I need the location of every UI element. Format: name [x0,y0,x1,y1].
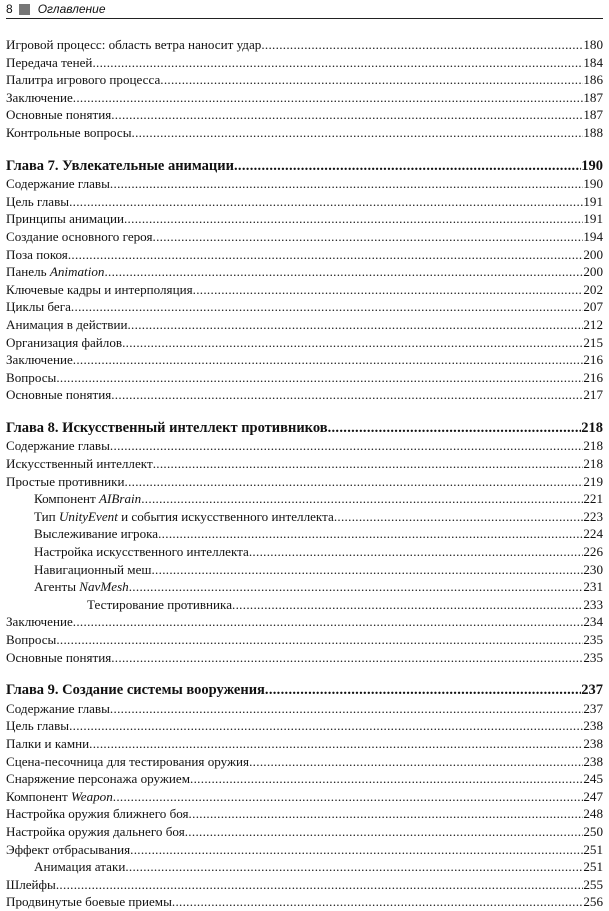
toc-entry-title: Тип UnityEvent и события искусственного интеллекта [34,508,334,524]
dot-leader [125,858,583,876]
toc-entry[interactable] [6,858,603,876]
toc-entry-title: Глава 7. Увлекательные анимации [6,157,234,174]
toc-entry[interactable] [6,246,603,264]
toc-entry-title: Палитра игрового процесса [6,72,161,88]
toc-page-number: 219 [583,473,603,489]
toc-entry-title: Передача теней [6,54,93,70]
dot-leader [189,805,584,823]
toc-entry[interactable] [6,770,603,788]
toc-page-number: 238 [583,735,603,751]
toc-entry-title: Анимация в действии [6,316,128,332]
toc-page-number: 248 [583,806,603,822]
toc-entry[interactable] [6,543,603,561]
dot-leader [153,455,584,473]
toc-page-number: 234 [583,614,603,630]
toc-page-number: 237 [581,682,603,699]
dot-leader [129,578,584,596]
dot-leader [334,508,584,526]
toc-entry-title: Выслеживание игрока [34,526,159,542]
toc-entry-title: Тестирование противника [87,596,233,612]
toc-entry-title: Палки и камни [6,735,90,751]
toc-page-number: 216 [583,369,603,385]
dot-leader [56,876,584,894]
toc-entry-title: Заключение [6,352,73,368]
toc-page-number: 231 [583,579,603,595]
dot-leader [56,631,583,649]
toc-entry-title: Игровой процесс: область ветра наносит удар [6,37,262,52]
toc-entry[interactable] [6,735,603,753]
toc-page-number: 256 [583,894,603,910]
dot-leader [71,298,583,316]
toc-entry-title: Заключение [6,89,73,105]
toc-entry[interactable] [6,193,603,211]
dot-leader [265,682,581,700]
toc-page-number: 217 [583,387,603,403]
toc-entry[interactable] [6,717,603,735]
dot-leader [249,753,583,771]
toc-entry-title: Сцена-песочница для тестирования оружия [6,753,250,769]
toc-page-number: 233 [583,596,603,612]
dot-leader [69,717,583,735]
dot-leader [68,246,584,264]
toc-entry-title: Глава 9. Создание системы вооружения [6,682,265,699]
toc-entry-title: Содержание главы [6,700,110,716]
dot-leader [190,770,583,788]
toc-entry[interactable] [6,473,603,491]
toc-entry[interactable] [6,175,603,193]
toc-page-number: 218 [581,419,603,436]
dot-leader [110,437,583,455]
toc-entry[interactable] [6,823,603,841]
table-of-contents [6,36,603,911]
toc-page-number: 194 [583,228,603,244]
toc-entry[interactable] [6,210,603,228]
toc-page-number: 250 [583,823,603,839]
toc-page-number: 190 [581,157,603,174]
toc-page-number: 190 [583,176,603,192]
dot-leader [73,613,584,631]
toc-entry[interactable] [6,613,603,631]
toc-entry-title: Простые противники [6,473,125,489]
toc-chapter-entry[interactable] [6,682,603,700]
toc-page-number: 188 [583,124,603,140]
toc-page-number: 247 [583,788,603,804]
toc-page-number: 238 [583,718,603,734]
toc-page-number: 202 [583,281,603,297]
toc-page-number: 191 [583,211,603,227]
dot-leader [160,71,583,89]
header-square-icon [19,4,30,15]
dot-leader [132,124,584,142]
toc-entry[interactable] [6,437,603,455]
dot-leader [69,193,583,211]
toc-entry-title: Анимация атаки [34,859,126,875]
toc-entry[interactable] [6,508,603,526]
dot-leader [127,316,583,334]
dot-leader [141,490,583,508]
toc-entry[interactable] [6,893,603,911]
toc-entry-title: Принципы анимации [6,211,124,227]
toc-entry-title: Эффект отбрасывания [6,841,131,857]
toc-entry[interactable] [6,596,603,614]
toc-page-number: 230 [583,561,603,577]
toc-entry-title: Глава 8. Искусственный интеллект противников [6,419,328,436]
toc-page-number: 187 [583,107,603,123]
toc-entry[interactable] [6,386,603,404]
toc-page-number: 251 [583,841,603,857]
dot-leader [130,841,583,859]
toc-page-number: 238 [583,753,603,769]
toc-entry-title: Вопросы [6,369,57,385]
dot-leader [158,525,583,543]
toc-entry-title: Организация файлов [6,334,123,350]
toc-entry-title: Содержание главы [6,438,110,454]
toc-entry[interactable] [6,36,603,54]
toc-entry-title: Основные понятия [6,387,112,403]
dot-leader [110,175,583,193]
toc-entry-title: Основные понятия [6,649,112,665]
toc-entry[interactable] [6,561,603,579]
running-header [6,0,603,19]
toc-entry[interactable] [6,54,603,72]
toc-entry[interactable] [6,876,603,894]
toc-entry[interactable] [6,298,603,316]
toc-page-number: 224 [583,526,603,542]
toc-page-number: 251 [583,859,603,875]
toc-entry-title: Заключение [6,614,73,630]
toc-entry[interactable] [6,700,603,718]
dot-leader [111,106,583,124]
toc-page-number: 226 [583,544,603,560]
toc-entry[interactable] [6,124,603,142]
toc-entry[interactable] [6,631,603,649]
dot-leader [92,54,583,72]
dot-leader [111,649,583,667]
toc-page-number: 235 [583,632,603,647]
dot-leader [172,893,583,911]
toc-entry-title: Настройка искусственного интеллекта [34,544,249,560]
dot-leader [125,473,584,491]
toc-entry-title: Основные понятия [6,107,112,123]
toc-entry-title: Циклы бега [6,299,71,315]
toc-entry-title: Шлейфы [6,876,56,892]
dot-leader [151,561,583,579]
toc-page-number: 200 [583,246,603,262]
toc-entry-title: Настройка оружия дальнего боя [6,823,185,839]
toc-entry-title: Панель Animation [6,264,105,280]
toc-entry-title: Цель главы [6,193,70,209]
page-number: 8 [6,2,13,16]
toc-entry-title: Агенты NavMesh [34,579,129,595]
toc-entry-title: Компонент Weapon [6,788,113,804]
dot-leader [122,334,583,352]
toc-page-number: 186 [583,72,603,88]
toc-entry-title: Навигационный меш [34,561,152,577]
toc-entry-title: Продвинутые боевые приемы [6,894,172,910]
toc-entry[interactable] [6,788,603,806]
dot-leader [328,420,582,438]
dot-leader [261,36,583,54]
dot-leader [249,543,584,561]
toc-entry-title: Вопросы [6,632,57,647]
toc-page-number: 212 [583,316,603,332]
toc-entry[interactable] [6,490,603,508]
dot-leader [185,823,584,841]
dot-leader [73,89,584,107]
toc-page-number: 200 [583,264,603,280]
toc-entry[interactable] [6,89,603,107]
toc-entry[interactable] [6,106,603,124]
toc-chapter-entry[interactable] [6,420,603,438]
dot-leader [234,158,581,176]
toc-entry-title: Компонент AIBrain [34,491,142,507]
toc-page-number: 218 [583,456,603,472]
toc-entry-title: Настройка оружия ближнего боя [6,806,189,822]
toc-page-number: 245 [583,771,603,787]
toc-entry[interactable] [6,263,603,281]
toc-entry[interactable] [6,316,603,334]
dot-leader [104,263,583,281]
toc-chapter-entry[interactable] [6,158,603,176]
toc-entry[interactable] [6,525,603,543]
toc-entry[interactable] [6,334,603,352]
toc-page-number: 187 [583,89,603,105]
toc-entry[interactable] [6,841,603,859]
toc-page-number: 223 [583,508,603,524]
toc-entry-title: Контрольные вопросы [6,124,132,140]
toc-entry[interactable] [6,578,603,596]
toc-page-number: 207 [583,299,603,315]
toc-entry-title: Цель главы [6,718,70,734]
dot-leader [89,735,583,753]
toc-entry-title: Содержание главы [6,176,110,192]
toc-entry-title: Снаряжение персонажа оружием [6,771,191,787]
toc-entry[interactable] [6,455,603,473]
toc-entry[interactable] [6,753,603,771]
dot-leader [110,700,583,718]
dot-leader [73,351,584,369]
toc-entry-title: Ключевые кадры и интерполяция [6,281,193,297]
toc-page-number: 255 [583,876,603,892]
toc-entry[interactable] [6,805,603,823]
toc-entry-title: Создание основного героя [6,228,153,244]
dot-leader [232,596,583,614]
toc-page-number: 235 [583,649,603,665]
dot-leader [153,228,584,246]
toc-page-number: 218 [583,438,603,454]
dot-leader [124,210,583,228]
toc-entry-title: Поза покоя [6,246,68,262]
toc-entry[interactable] [6,228,603,246]
header-title: Оглавление [37,2,106,16]
dot-leader [111,386,583,404]
dot-leader [193,281,584,299]
toc-entry-title: Искусственный интеллект [6,456,153,472]
toc-entry[interactable] [6,71,603,89]
toc-page-number: 184 [583,54,603,70]
toc-page-number: 216 [583,352,603,368]
toc-page-number: 237 [583,700,603,716]
toc-page-number: 180 [583,37,603,52]
dot-leader [113,788,584,806]
toc-entry[interactable] [6,649,603,667]
toc-entry[interactable] [6,369,603,387]
dot-leader [56,369,583,387]
toc-entry[interactable] [6,281,603,299]
toc-page-number: 221 [583,491,603,507]
toc-page-number: 215 [583,334,603,350]
toc-page-number: 191 [583,193,603,209]
toc-entry[interactable] [6,351,603,369]
